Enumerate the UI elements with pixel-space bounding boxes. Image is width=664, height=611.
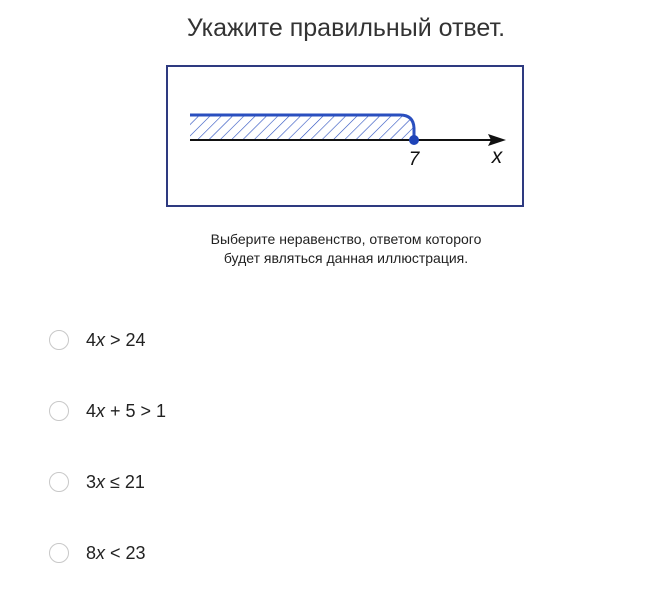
answer-option-3[interactable] — [49, 469, 145, 495]
closed-point-marker — [409, 135, 419, 145]
answer-option-1[interactable] — [49, 327, 146, 353]
answer-option-2[interactable] — [49, 398, 166, 424]
question-title: Укажите правильный ответ. — [186, 14, 506, 42]
radio-button[interactable] — [49, 401, 69, 421]
option-label[interactable]: 4x + 5 > 1 — [86, 400, 167, 421]
option-label[interactable]: 3x ≤ 21 — [86, 471, 145, 492]
question-instruction — [0, 230, 664, 268]
option-label[interactable]: 8x < 23 — [86, 542, 146, 563]
instruction-line-1: Выберите неравенство, ответом которого — [210, 231, 482, 247]
point-label: 7 — [408, 149, 420, 170]
radio-button[interactable] — [49, 330, 69, 350]
instruction-line-2: будет являться данная иллюстрация. — [223, 250, 469, 266]
radio-button[interactable] — [49, 472, 69, 492]
option-label[interactable]: 4x > 24 — [86, 329, 146, 350]
number-line-svg — [168, 67, 526, 209]
radio-button[interactable] — [49, 543, 69, 563]
answer-option-4[interactable] — [49, 540, 146, 566]
solution-region-hatching — [190, 115, 414, 140]
axis-label: x — [491, 145, 503, 168]
number-line-figure — [166, 65, 524, 207]
